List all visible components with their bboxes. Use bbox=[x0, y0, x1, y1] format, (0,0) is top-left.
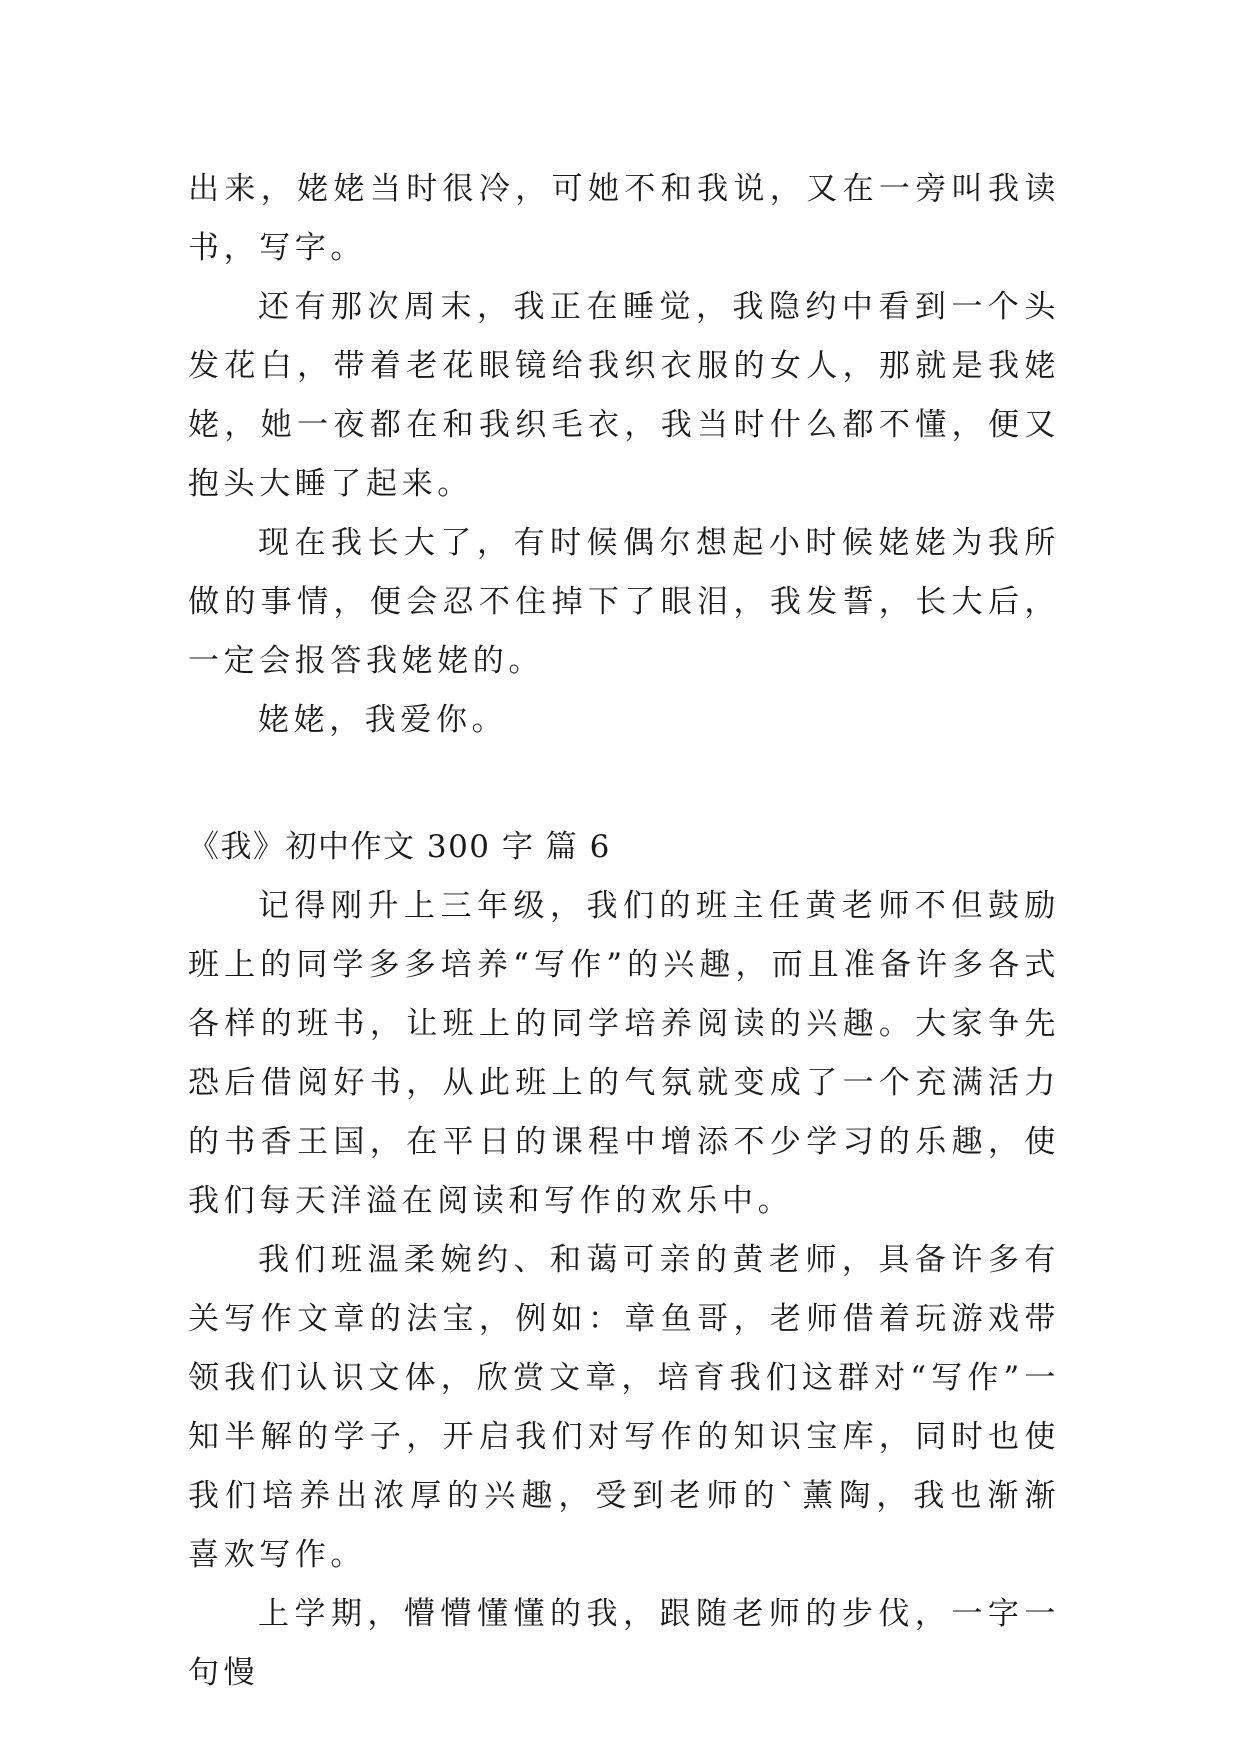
paragraph-grown-up: 现在我长大了，有时候偶尔想起小时候姥姥为我所做的事情，便会忍不住掉下了眼泪，我发誓，长大后，一定会报答我姥姥的。 bbox=[188, 525, 1060, 679]
paragraph-continuation: 出来，姥姥当时很冷，可她不和我说，又在一旁叫我读书，写字。 bbox=[188, 171, 1060, 266]
paragraph-closing: 姥姥，我爱你。 bbox=[258, 702, 508, 738]
paragraph-teacher-huang: 我们班温柔婉约、和蔼可亲的黄老师，具备许多有关写作文章的法宝，例如：章鱼哥，老师借着玩游戏带领我们认识文体，欣赏文章，培育我们这群对“写作”一知半解的学子，开启我们对写作的知识宝库，同时也使我们培养出浓厚的兴趣，受到老师的`薰陶，我也渐渐喜欢写作。 bbox=[188, 1242, 1060, 1573]
paragraph-class-reading: 记得刚升上三年级，我们的班主任黄老师不但鼓励班上的同学多多培养“写作”的兴趣，而且准备许多各式各样的班书，让班上的同学培养阅读的兴趣。大家争先恐后借阅好书，从此班上的气氛就变成了一个充满活力的书香王国，在平日的课程中增添不少学习的乐趣，使我们每天洋溢在阅读和写作的欢乐中。 bbox=[188, 888, 1060, 1219]
paragraph-last-semester: 上学期，懵懵懂懂的我，跟随老师的步伐，一字一句慢 bbox=[188, 1596, 1060, 1691]
paragraph-weekend-memory: 还有那次周末，我正在睡觉，我隐约中看到一个头发花白，带着老花眼镜给我织衣服的女人，那就是我姥姥，她一夜都在和我织毛衣，我当时什么都不懂，便又抱头大睡了起来。 bbox=[188, 289, 1060, 502]
section-heading: 《我》初中作文 300 字 篇 6 bbox=[188, 829, 611, 865]
document-page bbox=[188, 160, 1060, 1703]
